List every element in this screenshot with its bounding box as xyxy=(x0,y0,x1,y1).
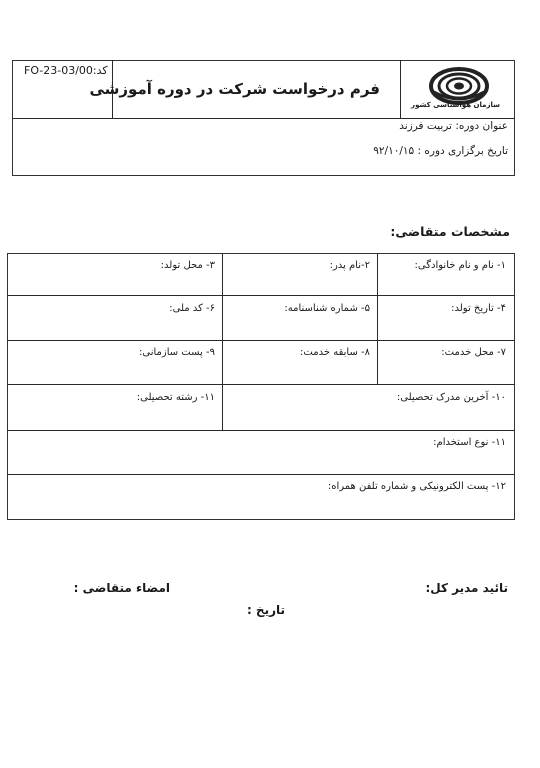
table-row-divider xyxy=(7,474,515,475)
signature-date-label: تاریخ : xyxy=(246,603,285,617)
field-full-name: ۱- نام و نام خانوادگی: xyxy=(414,260,506,271)
logo-divider xyxy=(400,60,401,118)
logo-text: سازمان هواشناسی کشور xyxy=(411,101,500,109)
field-position: ۹- پست سازمانی: xyxy=(138,347,215,358)
table-row-divider xyxy=(7,430,515,431)
field-major: ۱۱- رشته تحصیلی: xyxy=(136,392,215,403)
field-national-code: ۶- کد ملی: xyxy=(169,303,215,314)
field-father-name: ۲-نام پدر: xyxy=(329,260,370,271)
manager-approval-label: تائید مدیر کل: xyxy=(425,581,508,595)
field-birth-date: ۴- تاریخ تولد: xyxy=(451,303,506,314)
course-date: تاریخ برگزاری دوره : ۹۲/۱۰/۱۵ xyxy=(373,145,508,157)
course-title: عنوان دوره: تربیت فرزند xyxy=(399,120,508,132)
form-code: FO-23-03/00:کد xyxy=(24,64,108,77)
table-row-divider xyxy=(7,340,515,341)
field-employment-type: ۱۱- نوع استخدام: xyxy=(433,437,506,448)
table-column-divider xyxy=(377,253,378,384)
table-row-divider xyxy=(7,295,515,296)
field-email-phone: ۱۲- پست الکترونیکی و شماره تلفن همراه: xyxy=(327,481,506,492)
field-last-degree: ۱۰- آخرین مدرک تحصیلی: xyxy=(396,392,506,403)
applicant-fields-table xyxy=(7,253,515,520)
field-birth-place: ۳- محل تولد: xyxy=(160,260,215,271)
header-divider xyxy=(12,118,515,119)
field-service-record: ۸- سابقه خدمت: xyxy=(300,347,370,358)
table-column-divider xyxy=(222,253,223,430)
section-title: مشخصات متقاضی: xyxy=(390,224,510,239)
applicant-signature-label: امضاء متقاضی : xyxy=(73,581,170,595)
field-workplace: ۷- محل خدمت: xyxy=(441,347,506,358)
field-id-number: ۵- شماره شناسنامه: xyxy=(284,303,370,314)
table-row-divider xyxy=(7,384,515,385)
form-title: فرم درخواست شرکت در دوره آموزشی xyxy=(89,80,380,98)
